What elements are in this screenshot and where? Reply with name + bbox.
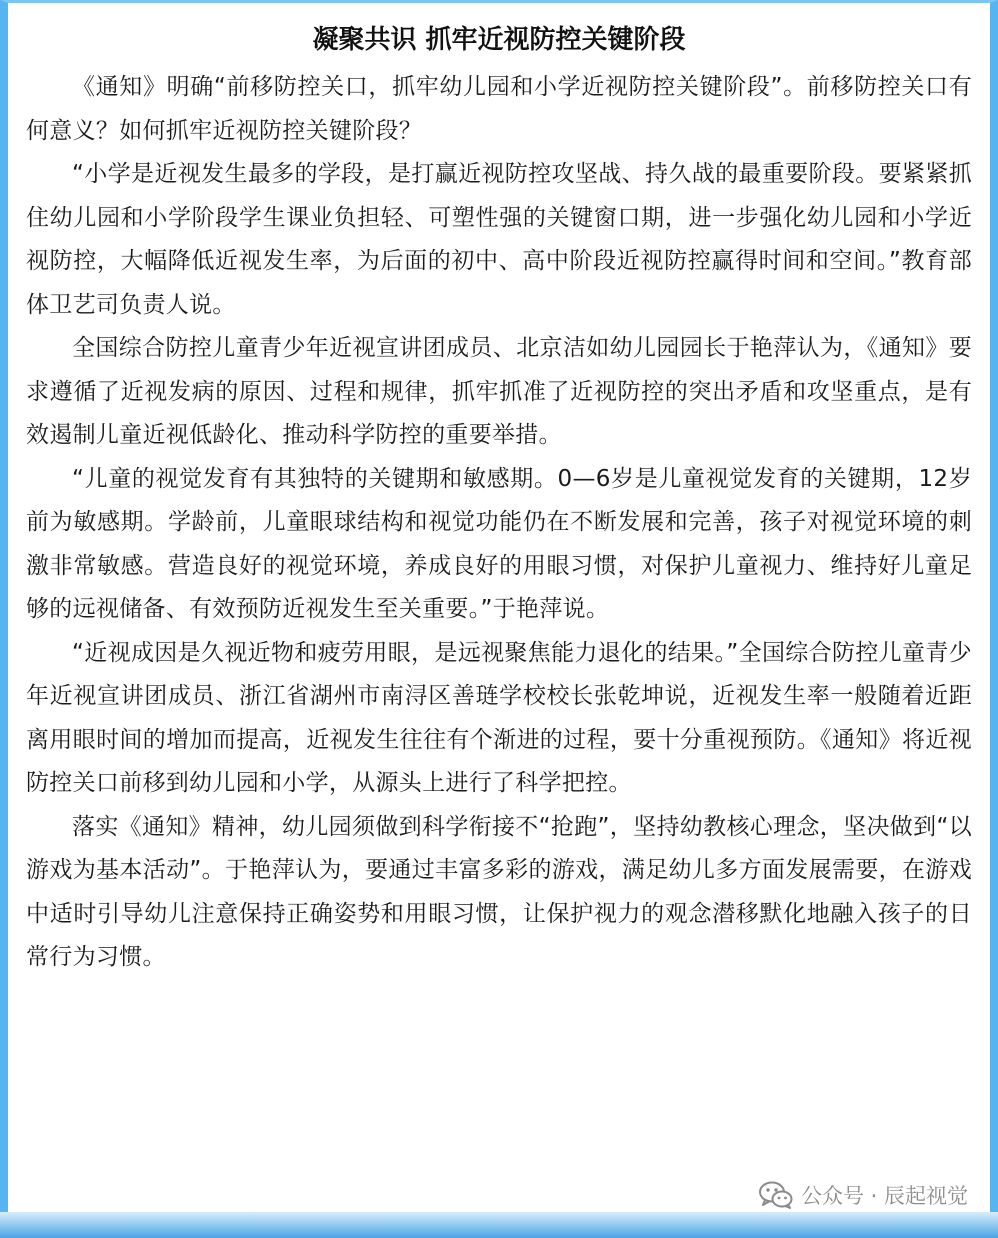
frame-bottom-edge [0, 1212, 998, 1238]
paragraph: 《通知》明确“前移防控关口，抓牢幼儿园和小学近视防控关键阶段”。前移防控关口有何意义？如何抓牢近视防控关键阶段？ [26, 74, 972, 144]
article [26, 18, 972, 980]
paragraph: 落实《通知》精神，幼儿园须做到科学衔接不“抢跑”，坚持幼教核心理念，坚决做到“以游戏为基本活动”。于艳萍认为，要通过丰富多彩的游戏，满足幼儿多方面发展需要，在游戏中适时引导幼儿注意保持正确姿势和用眼习惯，让保护视力的观念潜移默化地融入孩子的日常行为习惯。 [26, 813, 972, 970]
article-title: 凝聚共识 抓牢近视防控关键阶段 [312, 25, 686, 55]
paragraph: “近视成因是久视近物和疲劳用眼，是远视聚焦能力退化的结果。”全国综合防控儿童青少年近视宣讲团成员、浙江省湖州市南浔区善琏学校校长张乾坤说，近视发生率一般随着近距离用眼时间的增加而提高，近视发生往往有个渐进的过程，要十分重视预防。《通知》将近视防控关口前移到幼儿园和小学，从源头上进行了科学把控。 [26, 639, 972, 796]
watermark-text: 公众号 · 辰起视觉 [800, 1184, 968, 1208]
paragraph: “小学是近视发生最多的学段，是打赢近视防控攻坚战、持久战的最重要阶段。要紧紧抓住幼儿园和小学阶段学生课业负担轻、可塑性强的关键窗口期，进一步强化幼儿园和小学近视防控，大幅降低近视发生率，为后面的初中、高中阶段近视防控赢得时间和空间。”教育部体卫艺司负责人说。 [26, 161, 972, 318]
paragraph: 全国综合防控儿童青少年近视宣讲团成员、北京洁如幼儿园园长于艳萍认为，《通知》要求遵循了近视发病的原因、过程和规律，抓牢抓准了近视防控的突出矛盾和攻坚重点，是有效遏制儿童近视低龄化、推动科学防控的重要举措。 [26, 335, 972, 448]
wechat-icon [759, 1181, 793, 1209]
watermark [759, 1180, 968, 1210]
paragraph: “儿童的视觉发育有其独特的关键期和敏感期。0—6岁是儿童视觉发育的关键期，12岁前为敏感期。学龄前，儿童眼球结构和视觉功能仍在不断发展和完善，孩子对视觉环境的刺激非常敏感。营造良好的视觉环境，养成良好的用眼习惯，对保护儿童视力、维持好儿童足够的远视储备、有效预防近视发生至关重要。”于艳萍说。 [26, 465, 972, 622]
